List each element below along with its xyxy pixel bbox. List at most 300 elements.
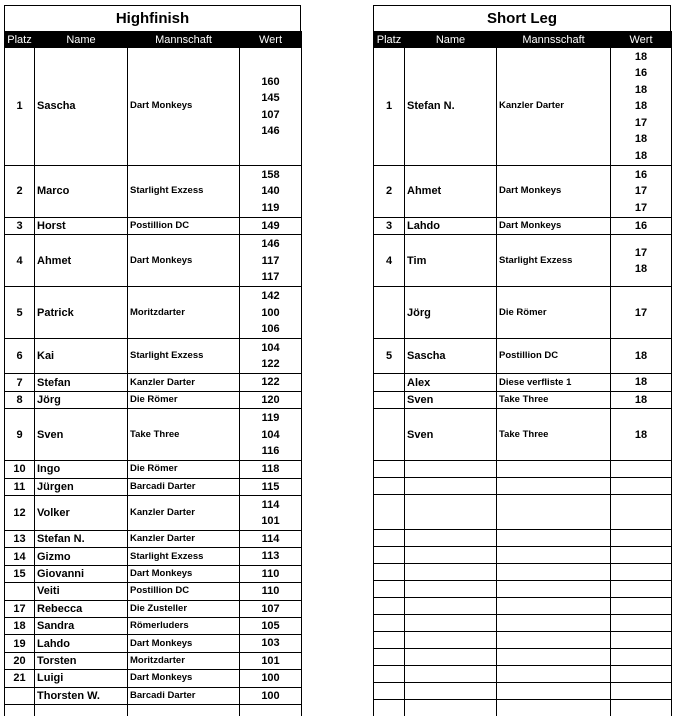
wert-cell (240, 618, 302, 635)
team-cell: Postillion DC (128, 583, 240, 600)
table-row (374, 166, 672, 218)
wert-cell (611, 374, 672, 391)
wert-value: 18 (634, 350, 648, 363)
team-cell: Starlight Exzess (497, 235, 611, 287)
team-cell: Starlight Exzess (128, 339, 240, 374)
name-cell: Ingo (35, 461, 128, 478)
name-cell: Alex (405, 374, 497, 391)
team-cell (497, 615, 611, 632)
platz-cell: 11 (5, 478, 35, 495)
team-cell (128, 705, 240, 716)
name-cell: Rebecca (35, 600, 128, 617)
name-cell: Torsten (35, 652, 128, 669)
wert-cell (240, 391, 302, 408)
table-row (374, 461, 672, 478)
wert-cell (240, 652, 302, 669)
team-cell: Kanzler Darter (128, 496, 240, 531)
wert-value: 119 (261, 201, 280, 214)
table-row (374, 409, 672, 461)
wert-cell (611, 391, 672, 408)
header-mannschaft: Mannschaft (128, 32, 240, 48)
wert-value: 149 (261, 220, 280, 232)
wert-value: 110 (261, 585, 280, 598)
team-cell: Dart Monkeys (497, 218, 611, 235)
wert-value: 116 (261, 444, 280, 457)
name-cell (35, 705, 128, 716)
wert-cell (611, 235, 672, 287)
team-cell: Take Three (128, 409, 240, 461)
table-row (374, 48, 672, 166)
table-row (374, 218, 672, 235)
table-row (374, 632, 672, 649)
platz-cell: 12 (5, 496, 35, 531)
wert-value: 100 (261, 689, 280, 702)
table-row (5, 287, 302, 339)
table-row (374, 339, 672, 374)
name-cell: Stefan (35, 374, 128, 391)
table-row (5, 391, 302, 408)
team-cell (497, 461, 611, 478)
platz-cell: 5 (374, 339, 405, 374)
team-cell: Kanzler Darter (128, 374, 240, 391)
name-cell: Sascha (35, 48, 128, 166)
platz-cell (374, 530, 405, 547)
team-cell (497, 632, 611, 649)
wert-value: 117 (261, 254, 280, 267)
table-row (5, 339, 302, 374)
wert-value: 142 (261, 290, 280, 303)
table-row (5, 235, 302, 287)
platz-cell: 19 (5, 635, 35, 652)
name-cell: Ahmet (35, 235, 128, 287)
team-cell: Kanzler Darter (497, 48, 611, 166)
shortleg-table (373, 31, 672, 716)
wert-value: 103 (261, 637, 280, 650)
header-name: Name (405, 32, 497, 48)
highfinish-rows (5, 48, 302, 716)
table-row (5, 496, 302, 531)
wert-cell (611, 615, 672, 632)
team-cell (497, 598, 611, 615)
team-cell (497, 495, 611, 530)
wert-value: 17 (634, 306, 648, 319)
wert-value: 104 (261, 428, 280, 441)
table-row (5, 461, 302, 478)
table-row (5, 687, 302, 704)
team-cell: Dart Monkeys (128, 235, 240, 287)
platz-cell (374, 374, 405, 391)
wert-value: 107 (261, 602, 280, 615)
platz-cell: 7 (5, 374, 35, 391)
platz-cell: 17 (5, 600, 35, 617)
team-cell: Starlight Exzess (128, 548, 240, 565)
name-cell (405, 530, 497, 547)
team-cell: Dart Monkeys (128, 635, 240, 652)
name-cell: Stefan N. (405, 48, 497, 166)
name-cell (405, 700, 497, 716)
team-cell: Starlight Exzess (128, 166, 240, 218)
wert-value: 17 (634, 185, 648, 198)
wert-value: 105 (261, 620, 280, 633)
table-row (374, 547, 672, 564)
team-cell: Die Zusteller (128, 600, 240, 617)
table-row (374, 649, 672, 666)
wert-value: 113 (261, 550, 280, 563)
platz-cell: 18 (5, 618, 35, 635)
team-cell: Moritzdarter (128, 287, 240, 339)
header-platz: Platz (5, 32, 35, 48)
wert-cell (240, 600, 302, 617)
platz-cell: 3 (374, 218, 405, 235)
name-cell: Veiti (35, 583, 128, 600)
wert-cell (611, 409, 672, 461)
team-cell (497, 581, 611, 598)
table-row (5, 652, 302, 669)
name-cell: Sven (35, 409, 128, 461)
platz-cell (374, 666, 405, 683)
team-cell (497, 530, 611, 547)
team-cell: Barcadi Darter (128, 478, 240, 495)
wert-cell (611, 339, 672, 374)
team-cell: Take Three (497, 391, 611, 408)
platz-cell (374, 478, 405, 495)
wert-value: 17 (634, 246, 648, 259)
platz-cell (374, 461, 405, 478)
table-row (5, 705, 302, 716)
team-cell: Postillion DC (128, 218, 240, 235)
name-cell: Giovanni (35, 565, 128, 582)
table-row (5, 531, 302, 548)
table-row (374, 666, 672, 683)
platz-cell (374, 700, 405, 716)
name-cell (405, 581, 497, 598)
table-row (374, 495, 672, 530)
wert-value: 110 (261, 567, 280, 580)
name-cell: Jörg (405, 287, 497, 339)
platz-cell: 20 (5, 652, 35, 669)
platz-cell (374, 495, 405, 530)
wert-value: 106 (261, 323, 280, 336)
platz-cell: 1 (5, 48, 35, 166)
wert-cell (611, 564, 672, 581)
wert-value: 18 (634, 393, 648, 406)
wert-cell (611, 48, 672, 166)
wert-cell (240, 48, 302, 166)
highfinish-header-row (5, 32, 302, 48)
name-cell: Patrick (35, 287, 128, 339)
wert-cell (611, 478, 672, 495)
wert-value: 101 (261, 654, 280, 667)
team-cell: Diese verfliste 1 (497, 374, 611, 391)
wert-cell (240, 670, 302, 687)
name-cell: Lahdo (405, 218, 497, 235)
table-row (5, 583, 302, 600)
table-row (5, 565, 302, 582)
team-cell: Dart Monkeys (497, 166, 611, 218)
table-row (374, 374, 672, 391)
platz-cell (5, 583, 35, 600)
team-cell (497, 478, 611, 495)
platz-cell: 6 (5, 339, 35, 374)
platz-cell (374, 547, 405, 564)
team-cell: Take Three (497, 409, 611, 461)
table-row (374, 478, 672, 495)
highfinish-table (4, 31, 302, 716)
header-platz: Platz (374, 32, 405, 48)
wert-value: 100 (261, 306, 280, 319)
table-row (5, 618, 302, 635)
wert-cell (611, 495, 672, 530)
wert-value: 17 (634, 201, 648, 214)
wert-cell (611, 530, 672, 547)
wert-cell (611, 461, 672, 478)
platz-cell (5, 687, 35, 704)
shortleg-rows (374, 48, 672, 716)
name-cell: Marco (35, 166, 128, 218)
name-cell (405, 547, 497, 564)
team-cell (497, 564, 611, 581)
name-cell (405, 598, 497, 615)
name-cell (405, 478, 497, 495)
wert-value: 18 (634, 376, 648, 389)
wert-cell (240, 461, 302, 478)
name-cell: Stefan N. (35, 531, 128, 548)
name-cell (405, 666, 497, 683)
platz-cell: 8 (5, 391, 35, 408)
table-row (5, 409, 302, 461)
wert-value: 122 (261, 358, 280, 371)
table-row (374, 598, 672, 615)
wert-value: 118 (261, 463, 280, 476)
team-cell: Die Römer (497, 287, 611, 339)
wert-value: 160 (261, 75, 280, 88)
name-cell (405, 495, 497, 530)
wert-cell (240, 565, 302, 582)
wert-value: 18 (634, 83, 648, 96)
team-cell: Römerluders (128, 618, 240, 635)
name-cell: Thorsten W. (35, 687, 128, 704)
team-cell: Kanzler Darter (128, 531, 240, 548)
wert-value: 101 (261, 515, 280, 528)
platz-cell (374, 287, 405, 339)
platz-cell (374, 649, 405, 666)
table-row (5, 48, 302, 166)
wert-value: 114 (261, 498, 280, 511)
name-cell: Sandra (35, 618, 128, 635)
table-row (374, 581, 672, 598)
name-cell: Tim (405, 235, 497, 287)
platz-cell: 4 (5, 235, 35, 287)
team-cell (497, 700, 611, 716)
wert-value: 146 (261, 238, 280, 251)
team-cell: Dart Monkeys (128, 565, 240, 582)
wert-cell (240, 409, 302, 461)
wert-value: 146 (261, 124, 280, 137)
team-cell: Moritzdarter (128, 652, 240, 669)
wert-value: 16 (634, 168, 648, 181)
platz-cell: 10 (5, 461, 35, 478)
name-cell (405, 683, 497, 700)
team-cell: Dart Monkeys (128, 670, 240, 687)
name-cell: Sven (405, 391, 497, 408)
wert-value: 18 (634, 51, 648, 64)
name-cell: Jürgen (35, 478, 128, 495)
wert-value: 16 (634, 220, 648, 232)
table-row (374, 391, 672, 408)
team-cell (497, 666, 611, 683)
platz-cell: 14 (5, 548, 35, 565)
name-cell: Gizmo (35, 548, 128, 565)
platz-cell (374, 615, 405, 632)
wert-cell (240, 548, 302, 565)
team-cell (497, 649, 611, 666)
platz-cell: 1 (374, 48, 405, 166)
wert-cell (611, 666, 672, 683)
platz-cell: 13 (5, 531, 35, 548)
wert-cell (240, 531, 302, 548)
wert-value: 140 (261, 185, 280, 198)
header-wert: Wert (240, 32, 302, 48)
wert-cell (240, 478, 302, 495)
table-row (5, 374, 302, 391)
wert-value: 18 (634, 262, 648, 275)
wert-value: 18 (634, 149, 648, 162)
name-cell: Horst (35, 218, 128, 235)
platz-cell: 2 (5, 166, 35, 218)
wert-cell (240, 235, 302, 287)
table-row (374, 287, 672, 339)
table-row (5, 600, 302, 617)
table-row (5, 635, 302, 652)
wert-cell (611, 166, 672, 218)
table-row (374, 530, 672, 547)
platz-cell (374, 581, 405, 598)
wert-cell (240, 496, 302, 531)
wert-value: 115 (261, 480, 280, 493)
platz-cell (5, 705, 35, 716)
table-row (5, 548, 302, 565)
wert-cell (240, 374, 302, 391)
wert-cell (240, 218, 302, 235)
wert-cell (240, 635, 302, 652)
name-cell (405, 632, 497, 649)
wert-value: 107 (261, 108, 280, 121)
name-cell: Volker (35, 496, 128, 531)
wert-value: 18 (634, 100, 648, 113)
table-row (5, 218, 302, 235)
wert-value: 145 (261, 92, 280, 105)
shortleg-title: Short Leg (373, 5, 671, 31)
table-row (374, 564, 672, 581)
platz-cell: 15 (5, 565, 35, 582)
name-cell: Jörg (35, 391, 128, 408)
wert-value: 158 (261, 168, 280, 181)
table-row (5, 478, 302, 495)
table-row (374, 700, 672, 716)
name-cell (405, 564, 497, 581)
wert-value: 16 (634, 67, 648, 80)
platz-cell: 4 (374, 235, 405, 287)
platz-cell (374, 409, 405, 461)
name-cell: Ahmet (405, 166, 497, 218)
wert-cell (611, 547, 672, 564)
platz-cell (374, 598, 405, 615)
header-mannschaft: Mannsschaft (497, 32, 611, 48)
wert-value: 119 (261, 412, 280, 425)
table-row (374, 235, 672, 287)
platz-cell: 3 (5, 218, 35, 235)
team-cell: Postillion DC (497, 339, 611, 374)
wert-value: 114 (261, 533, 280, 546)
platz-cell (374, 632, 405, 649)
platz-cell (374, 564, 405, 581)
wert-cell (240, 339, 302, 374)
name-cell: Sascha (405, 339, 497, 374)
team-cell (497, 683, 611, 700)
wert-value: 104 (261, 342, 280, 354)
platz-cell: 5 (5, 287, 35, 339)
wert-cell (240, 583, 302, 600)
name-cell: Lahdo (35, 635, 128, 652)
platz-cell: 9 (5, 409, 35, 461)
team-cell (497, 547, 611, 564)
wert-cell (611, 598, 672, 615)
name-cell: Kai (35, 339, 128, 374)
platz-cell: 21 (5, 670, 35, 687)
team-cell: Die Römer (128, 391, 240, 408)
team-cell: Barcadi Darter (128, 687, 240, 704)
team-cell: Dart Monkeys (128, 48, 240, 166)
shortleg-panel (373, 5, 671, 716)
wert-cell (611, 700, 672, 716)
name-cell (405, 649, 497, 666)
wert-value: 117 (261, 271, 280, 284)
platz-cell: 2 (374, 166, 405, 218)
header-wert: Wert (611, 32, 672, 48)
highfinish-title: Highfinish (4, 5, 301, 31)
platz-cell (374, 391, 405, 408)
wert-value: 17 (634, 116, 648, 129)
wert-cell (611, 649, 672, 666)
wert-cell (611, 632, 672, 649)
name-cell (405, 615, 497, 632)
wert-cell (240, 166, 302, 218)
name-cell (405, 461, 497, 478)
name-cell: Sven (405, 409, 497, 461)
platz-cell (374, 683, 405, 700)
team-cell: Die Römer (128, 461, 240, 478)
wert-value: 100 (261, 672, 280, 685)
wert-value: 120 (261, 393, 280, 406)
wert-value: 18 (634, 133, 648, 146)
table-row (5, 166, 302, 218)
wert-cell (611, 218, 672, 235)
wert-cell (240, 705, 302, 716)
wert-cell (611, 683, 672, 700)
table-row (374, 683, 672, 700)
wert-cell (611, 581, 672, 598)
wert-value: 122 (261, 376, 280, 389)
wert-cell (240, 687, 302, 704)
shortleg-header-row (374, 32, 672, 48)
wert-cell (240, 287, 302, 339)
table-row (374, 615, 672, 632)
wert-value: 18 (634, 428, 648, 441)
table-row (5, 670, 302, 687)
wert-cell (611, 287, 672, 339)
header-name: Name (35, 32, 128, 48)
highfinish-panel (4, 5, 301, 716)
